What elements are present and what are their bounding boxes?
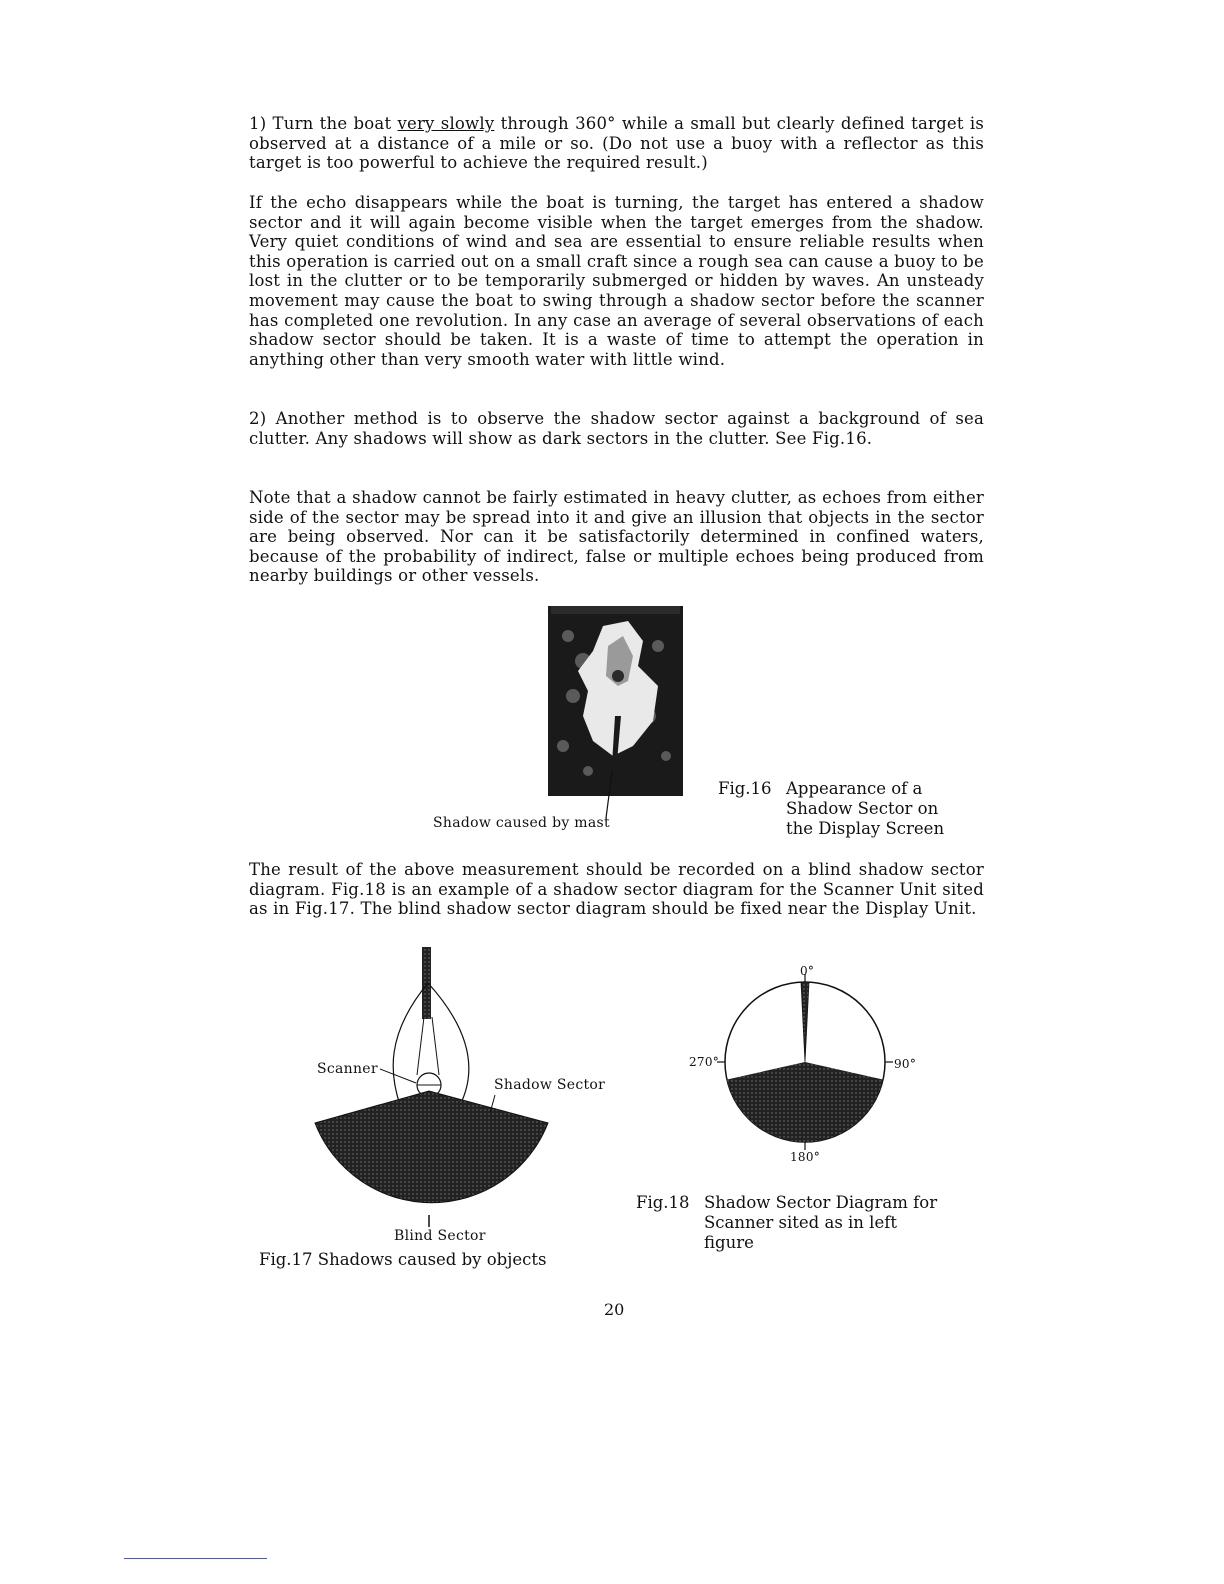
fig18-caption [636, 1193, 966, 1253]
fig17-blind-sector-label: Blind Sector [394, 1228, 486, 1244]
fig16-radar-photo [548, 606, 683, 796]
blind-sector-shape [315, 1091, 548, 1203]
blind-sector-region [725, 1062, 885, 1152]
fig16-caption-number: Fig.16 [718, 779, 772, 798]
page-number: 20 [604, 1300, 625, 1319]
mast-shape [422, 947, 431, 1019]
paragraph-another-method: 2) Another method is to observe the shadow sector against a background of sea clutter. Any shadows will show as dark sectors in the clutter. See Fig.16. [249, 409, 984, 448]
paragraph-echo-disappears: If the echo disappears while the boat is turning, the target has entered a shadow sector and it will again become visible when the target emerges from the shadow. Very quiet conditions of wind and sea are essential to ensure reliable results when this operation is carried out on a small craft since a rough sea can cause a buoy to be lost in the clutter or to be temporarily submerged or hidden by waves. An unsteady movement may cause the boat to swing through a shadow sector before the scanner has completed one revolution. In any case an average of several observations of each shadow sector should be taken. It is a waste of time to attempt the operation in anything other than very smooth water with little wind. [249, 193, 984, 369]
radar-display-image [548, 606, 683, 796]
fig18-label-90: 90° [894, 1057, 917, 1071]
fig17-shadow-diagram [300, 945, 620, 1245]
fig18-caption-line1: Shadow Sector Diagram for [704, 1193, 938, 1212]
fig18-label-270: 270° [689, 1055, 720, 1069]
footer-rule [124, 1558, 267, 1559]
fig18-caption-line3: figure [704, 1233, 754, 1252]
fig16-shadow-label: Shadow caused by mast [433, 815, 610, 831]
paragraph-1-text-b: through 360° while a small but clearly defined target is observed at a distance of a mile or so. (Do not use a buoy with a reflector as this target is too powerful to achieve the required result.) [249, 114, 985, 173]
fig16-caption-line1: Appearance of a [786, 779, 923, 798]
fig18-label-0: 0° [800, 964, 815, 978]
fig16-caption-line3: the Display Screen [786, 819, 945, 838]
paragraph-1-emphasis: very slowly [397, 114, 495, 133]
fig16-caption [718, 779, 978, 839]
paragraph-turn-boat [249, 114, 984, 173]
fig16-caption-line2: Shadow Sector on [786, 799, 939, 818]
paragraph-note-clutter: Note that a shadow cannot be fairly estimated in heavy clutter, as echoes from either side of the sector may be spread into it and give an illusion that objects in the sector are being observed. Nor can it be satisfactorily determined in confined waters, because of the probability of indirect, false or multiple echoes being produced from nearby buildings or other vessels. [249, 488, 984, 586]
fig18-caption-line2: Scanner sited as in left [704, 1213, 897, 1232]
fig18-caption-number: Fig.18 [636, 1193, 690, 1212]
paragraph-1-text-a: 1) Turn the boat [249, 114, 398, 133]
paragraph-result-recorded: The result of the above measurement should be recorded on a blind shadow sector diagram. Fig.18 is an example of a shadow sector diagram for the Scanner Unit sited as in Fig.17. The blind shadow sector diagram should be fixed near the Display Unit. [249, 860, 984, 919]
fig16-shadow-pointer [600, 770, 616, 820]
fig17-caption: Fig.17 Shadows caused by objects [259, 1250, 547, 1269]
fig18-label-180: 180° [790, 1150, 821, 1164]
fig18-sector-diagram [715, 972, 895, 1152]
fig17-shadow-sector-label: Shadow Sector [494, 1077, 606, 1093]
fig17-scanner-label: Scanner [317, 1061, 378, 1077]
